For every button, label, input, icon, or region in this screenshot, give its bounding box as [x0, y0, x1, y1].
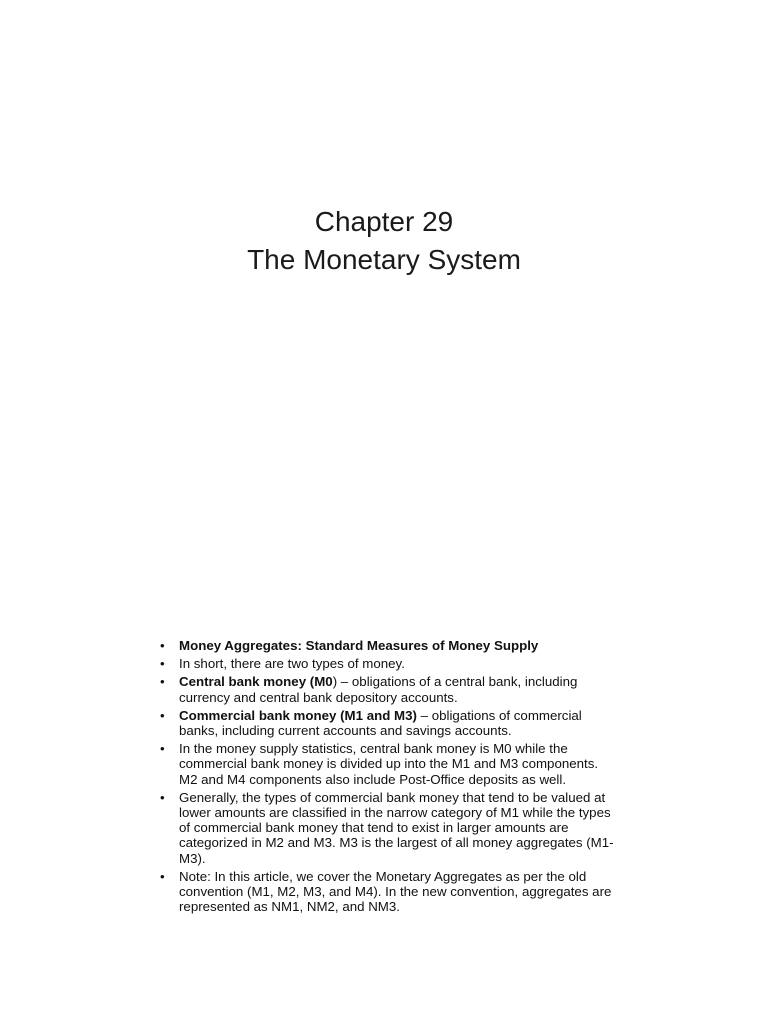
chapter-title-block: [0, 203, 768, 279]
bullet-item: [159, 674, 614, 704]
bullet-item: [159, 656, 614, 671]
bullet-text: In short, there are two types of money.: [179, 656, 405, 672]
bullet-item: [159, 790, 614, 866]
bullet-text: Note: In this article, we cover the Monetary Aggregates as per the old convention (M1, M2, M3, and M4). In the new convention, aggregates are represented as NM1, NM2, and NM3.: [179, 868, 612, 915]
bullet-bold-text: Commercial bank money (M1 and M3): [179, 707, 417, 723]
bullet-text: ) – obligations of a central bank, including currency and central bank depository accounts.: [179, 674, 578, 705]
bullet-item: [159, 638, 614, 653]
bullet-text: In the money supply statistics, central bank money is M0 while the commercial bank money is divided up into the M1 and M3 components. M2 and M4 components also include Post-Office deposits as well.: [179, 741, 599, 787]
bullet-bold-text: Central bank money (M0: [179, 674, 333, 690]
bullet-list: [159, 638, 614, 917]
bullet-item: [159, 869, 614, 915]
bullet-bold-text: Money Aggregates: Standard Measures of Money Supply: [179, 638, 539, 653]
bullet-text: – obligations of commercial banks, including current accounts and savings accounts.: [179, 707, 582, 739]
bullet-text: Generally, the types of commercial bank money that tend to be valued at lower amounts are classified in the narrow category of M1 while the types of commercial bank money that tend to exist in larger amounts are categorized in M2 and M3. M3 is the largest of all money aggregates (M1-M3).: [179, 789, 614, 866]
chapter-title: The Monetary System: [247, 244, 521, 275]
bullet-item: [159, 741, 614, 787]
chapter-number: Chapter 29: [314, 206, 454, 237]
bullet-item: [159, 708, 614, 738]
